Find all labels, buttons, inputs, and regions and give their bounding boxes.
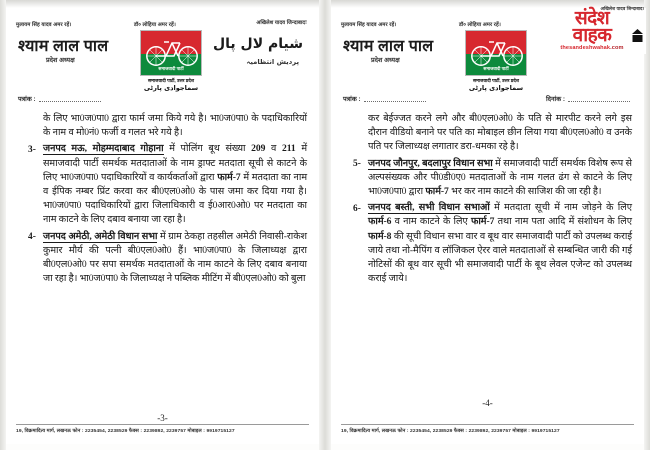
text-run: व (265, 143, 282, 155)
letterhead-designation-hindi: प्रदेश अध्यक्ष (371, 57, 400, 64)
footer-right (341, 424, 634, 434)
paragraph-number: 4- (28, 232, 36, 243)
reference-blank-line (364, 101, 426, 102)
letterhead-designation-urdu: پردیش انتظامیہ (246, 58, 299, 66)
text-run: तथा नाम पता आदि में संशोधन के लिए (494, 216, 632, 228)
paragraph (353, 157, 632, 200)
date-label: दिनांक : (545, 96, 565, 103)
paragraph-text (368, 112, 632, 155)
reference-label: पत्रांक : (343, 96, 361, 103)
page-right-body (353, 112, 632, 288)
text-run: व नाम काटने के लिए (391, 216, 471, 228)
text-run: में मतदाता का नाम व ईपिक नम्बर प्रिंट करवा कर बी0एल0ओ0 के पास जमा कर दिया गया है। भा0ज0पा0 पदाधिकारियों द्वारा जिलाधिकारी व ई0आर0ओ0 पर मतदाता का नाम काटने के लिए दबाव बनाया जा रहा है। (43, 171, 308, 226)
slogan-akhilesh: अखिलेश यादव जिन्दाबाद! (256, 20, 307, 26)
bicycle-icon (469, 34, 525, 68)
watermark-site (540, 45, 644, 51)
party-flag (465, 30, 527, 76)
emphasised-term: फार्म-7 (470, 216, 495, 228)
watermark-line-1: संदेश (574, 8, 610, 29)
paragraph (28, 142, 307, 227)
paragraph-text (368, 157, 632, 200)
paragraph-number: 5- (353, 159, 361, 170)
slogan-lohia: डॉ० लोहिया अमर रहें। (134, 22, 176, 28)
paragraph-number: 6- (353, 203, 361, 214)
footer-divider (16, 424, 309, 425)
text-run: में समाजवादी पार्टी समर्थक विशेष रूप से अल्पसंख्यक और पी0डी0ए0 मतदाताओं के नाम गलत ढंग से काटने के लिए भा0ज0पा0 द्वारा (368, 157, 632, 198)
newspaper-badge-icon (631, 28, 644, 44)
reference-label: पत्रांक : (18, 96, 36, 103)
slogan-mulayam: मुलायम सिंह यादव अमर रहें। (16, 22, 72, 28)
party-flag-word: समाजवादी पार्टी (483, 66, 509, 71)
sandesh-wahak-watermark (538, 8, 646, 54)
text-run: भर कर नाम काटने की साजिश की जा रही है। (448, 186, 602, 198)
emphasised-term: फार्म-7 (425, 186, 449, 198)
logo-caption-urdu: سماجوادی پارٹی (143, 83, 199, 92)
text-run: में पोलिंग बूथ संख्या (163, 143, 252, 155)
date-field (546, 94, 630, 103)
paragraph-number: 3- (28, 144, 36, 155)
slogan-lohia: डॉ० लोहिया अमर रहें। (459, 22, 501, 28)
footer-divider (341, 424, 634, 425)
footer-address-right: 19, विक्रमादित्य मार्ग, लखनऊ फोन : 2235454, 2238529 फैक्स : 2239892, 2239757 मोबाइल : 9919715127 (341, 429, 560, 434)
samajwadi-party-logo (465, 30, 527, 92)
slogan-akhilesh-overlay: अखिलेश यादव जिन्दाबाद! (600, 6, 644, 11)
letterhead-name-hindi: श्याम लाल पाल (343, 38, 434, 55)
letterhead-name-urdu: شیام لال پال (213, 36, 303, 52)
reference-number-field (343, 94, 426, 103)
emphasised-term: फार्म-8 (368, 230, 392, 242)
emphasised-term: फार्म-7 (217, 171, 241, 183)
paragraph (353, 112, 632, 155)
text-run: के लिए भा0ज0पा0 द्वारा फार्म जमा किये गये है। भा0ज0पा0 के पदाधिकारियों के नाम व मो0नं0 फर्जी व गलत भरे गये है। (43, 113, 307, 139)
text-run: कर बेईज्जत करने लगे और बी0एल0ओ0 के पति से मारपीट करने लगे इस दौरान वीडियो बनाने पर पति का मोबाइल छीन लिया गया बी0एल0ओ0 व उनके पति पर जिलाध्यक्ष लगातार डरा-धमका रहे है। (368, 113, 632, 153)
letterhead-name-hindi: श्याम लाल पाल (18, 38, 109, 55)
paragraph (28, 112, 307, 140)
highlighted-constituency: जनपद मऊ, मोहम्मदाबाद गोहाना (43, 143, 164, 155)
document-page-right (325, 0, 650, 450)
logo-caption-urdu: سماجوادی پارٹی (468, 83, 524, 92)
highlighted-constituency: जनपद अमेठी, अमेठी विधान सभा (43, 230, 158, 242)
logo-caption-hindi: समाजवादी पार्टी, उत्तर प्रदेश (148, 77, 194, 83)
text-run: की सूची विधान सभा वार व बूथ वार समाजवादी पार्टी को उपलब्ध कराई जाये तथा नो-मैपिंग व लॉजिकल ऐरर वाले मतदाताओं से सम्बन्धित जारी की गई नोटिसों की बूथ वार सूची भी समाजवादी पार्टी के बूथ लेवल एजेन्ट को उपलब्ध कराई जाये। (368, 230, 632, 285)
highlighted-constituency: जनपद जौनपुर, बदलापुर विधान सभा (368, 157, 493, 169)
emphasised-term: 209 (251, 143, 266, 155)
page-number-left: -3- (157, 413, 168, 423)
footer-left (16, 424, 309, 434)
text-run: में ग्राम ठेकहा तहसील अमेठी निवासी-राकेश कुमार मौर्य की पत्नी बी0एल0ओ0 हैं। भा0ज0पा0 के जिलाध्यक्ष द्वारा बी0एल0ओ0 पर सपा समर्थक मतदाताओं के नाम काटने के लिए दबाव बनाया जा रहा है। भा0ज0पा0 के जिलाध्यक्ष ने पब्लिक मीटिंग में बी0एल0ओ0 को बुला (43, 230, 307, 285)
reference-number-field (18, 94, 101, 103)
bicycle-icon (144, 34, 200, 68)
reference-blank-line (39, 101, 101, 102)
paragraph-text (43, 112, 307, 140)
paragraph-text (43, 230, 307, 287)
date-blank-line (568, 101, 630, 102)
paragraph (28, 230, 307, 287)
paragraph-number (28, 112, 43, 140)
watermark-line-2: वाहक (572, 25, 612, 46)
page-left-body (28, 112, 307, 288)
emphasised-term: 211 (281, 143, 296, 155)
text-run: में समाजवादी पार्टी समर्थक मतदाताओं के नाम ड्राफ्ट मतदाता सूची से काटने के लिए भा0ज0पा0 पदाधिकारियों व कार्यकर्ताओं द्वारा (43, 143, 308, 183)
watermark-site-name: thesandeshwahak (560, 45, 611, 51)
letterhead-left (6, 8, 319, 104)
logo-caption-hindi: समाजवादी पार्टी, उत्तर प्रदेश (473, 77, 519, 83)
slogan-mulayam: मुलायम सिंह यादव अमर रहें। (341, 22, 397, 28)
emphasised-term: फार्म-6 (368, 216, 392, 228)
page-edge-right (644, 0, 650, 450)
footer-address-left: 19, विक्रमादित्य मार्ग, लखनऊ फोन : 2235454, 2238529 फैक्स : 2239892, 2239757 मोबाइल : 9919715127 (16, 429, 235, 434)
text-run: में मतदाता सूची में नाम जोड़ने के लिए (489, 202, 633, 214)
highlighted-constituency: जनपद बस्ती, सभी विधान सभाओं (368, 202, 490, 214)
letterhead-designation-hindi: प्रदेश अध्यक्ष (46, 57, 75, 64)
party-flag-word: समाजवादी पार्टी (158, 66, 184, 71)
paragraph-text (368, 201, 632, 286)
paragraph-number (353, 112, 368, 155)
paragraph-text (43, 142, 307, 227)
page-edge-top (0, 0, 325, 7)
page-number-right: -4- (482, 398, 493, 408)
samajwadi-party-logo (140, 30, 202, 92)
paragraph (353, 201, 632, 286)
party-flag (140, 30, 202, 76)
watermark-site-domain: .com (610, 45, 624, 51)
